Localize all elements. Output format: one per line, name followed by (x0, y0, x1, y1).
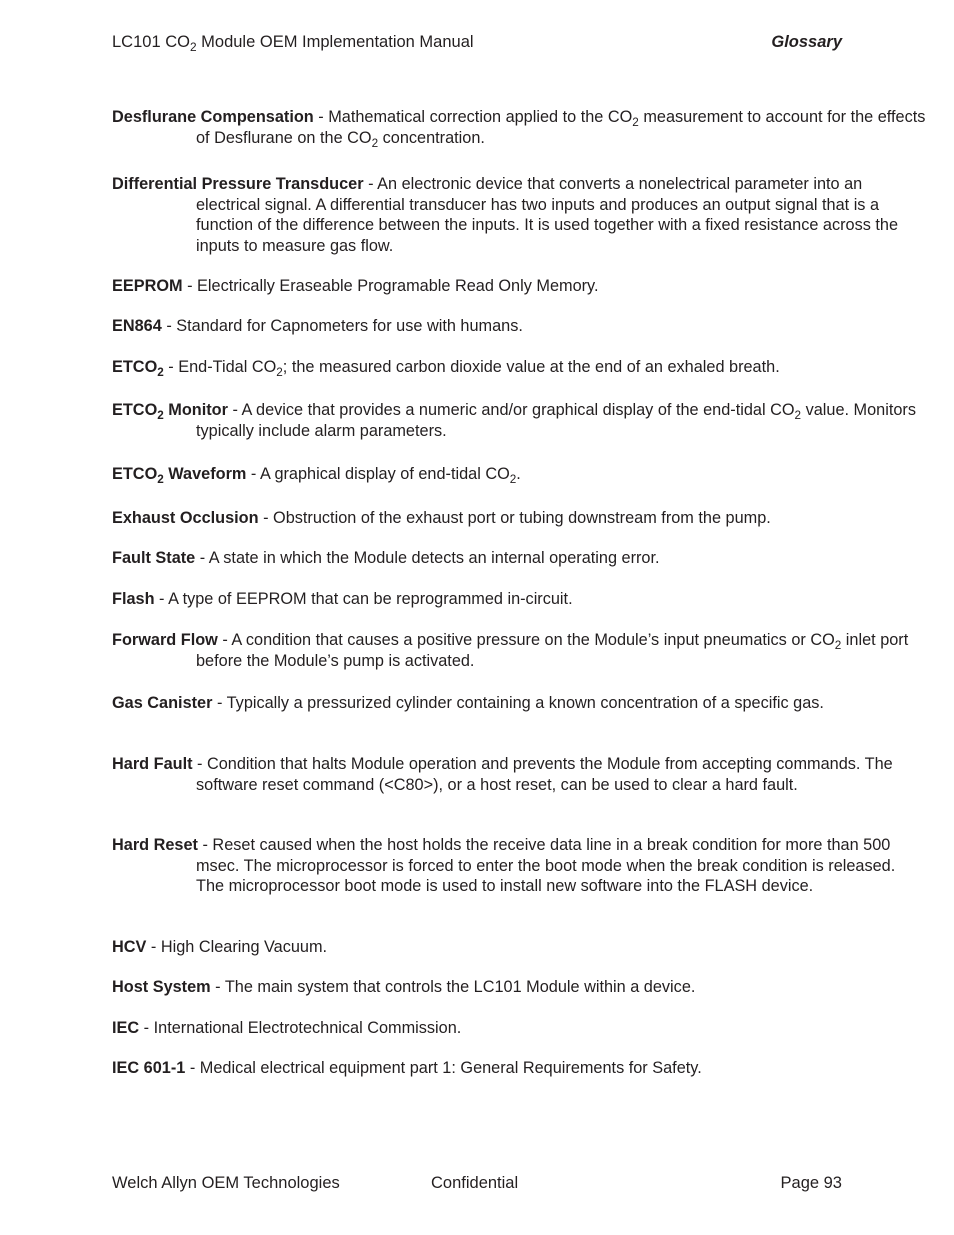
glossary-term: IEC (112, 1019, 140, 1037)
glossary-term: $ETCO_2$ Waveform (112, 465, 247, 487)
glossary-term: Hard Reset (112, 836, 198, 854)
glossary-term: Hard Fault (112, 755, 193, 773)
glossary-entry-hard-reset: Hard Reset - Reset caused when the host holds the receive data line in a break condition for more than 500 msec. The microprocessor is forced to enter the boot mode when the break condition is released. The microprocessor boot mode is used to install new software into the FLASH device. (112, 836, 896, 895)
glossary-entry-flash: Flash - A type of EEPROM that can be reprogrammed in-circuit. (112, 590, 573, 608)
glossary-entry-etco2-waveform: $ETCO_2$ Waveform - A graphical display of end-tidal $CO_2$. (112, 465, 521, 487)
glossary-entry-en864: EN864 - Standard for Capnometers for use with humans. (112, 317, 523, 335)
glossary-entry-fault-state: Fault State - A state in which the Module detects an internal operating error. (112, 549, 660, 567)
glossary-term: Host System (112, 978, 211, 996)
glossary-entry-hcv: HCV - High Clearing Vacuum. (112, 938, 328, 956)
glossary-term: Fault State (112, 549, 196, 567)
glossary-entry-gas-canister: Gas Canister - Typically a pressurized cylinder containing a known concentration of a specific gas. (112, 694, 824, 712)
glossary-entry-exhaust-occlusion: Exhaust Occlusion - Obstruction of the exhaust port or tubing downstream from the pump. (112, 509, 771, 527)
glossary-term: EEPROM (112, 277, 183, 295)
glossary-entry-hard-fault: Hard Fault - Condition that halts Module operation and prevents the Module from accepting commands. The software reset command (<C80>), or a host reset, can be used to clear a hard fault. (112, 755, 893, 794)
glossary-term: $ETCO_2$ (112, 358, 164, 380)
glossary-entry-eeprom: EEPROM - Electrically Eraseable Programable Read Only Memory. (112, 277, 599, 295)
glossary-term: HCV (112, 938, 147, 956)
glossary-term: Differential Pressure Transducer (112, 175, 364, 193)
footer-classification: Confidential (431, 1174, 519, 1192)
glossary-term: Forward Flow (112, 631, 218, 649)
glossary-term: Exhaust Occlusion (112, 509, 259, 527)
glossary-term: $ETCO_2$ Monitor (112, 401, 228, 423)
running-header-title: LC101 $CO_2$ Module OEM Implementation Manual (112, 33, 474, 55)
footer-page-number: Page 93 (780, 1174, 842, 1192)
glossary-entry-iec: IEC - International Electrotechnical Commission. (112, 1019, 462, 1037)
glossary-entry-desflurane-compensation: Desflurane Compensation - Mathematical correction applied to the $CO_2$ measurement to account for the effects of Desflurane on the $CO_2$ concentration. (112, 108, 926, 150)
running-header-section: Glossary (771, 33, 842, 51)
footer-company: Welch Allyn OEM Technologies (112, 1174, 340, 1192)
glossary-entry-host-system: Host System - The main system that controls the LC101 Module within a device. (112, 978, 696, 996)
glossary-term: Desflurane Compensation (112, 108, 314, 126)
glossary-entry-forward-flow: Forward Flow - A condition that causes a positive pressure on the Module’s input pneumatics or $CO_2$ inlet port before the Module’s pump is activated. (112, 631, 909, 670)
glossary-term: Flash (112, 590, 155, 608)
glossary-term: EN864 (112, 317, 162, 335)
glossary-term: Gas Canister (112, 694, 213, 712)
glossary-entry-iec-601-1: IEC 601-1 - Medical electrical equipment part 1: General Requirements for Safety. (112, 1059, 702, 1077)
glossary-term: IEC 601-1 (112, 1059, 186, 1077)
glossary-entry-etco2: $ETCO_2$ - End-Tidal $CO_2$; the measured carbon dioxide value at the end of an exhaled breath. (112, 358, 780, 380)
glossary-entry-etco2-monitor: $ETCO_2$ Monitor - A device that provides a numeric and/or graphical display of the end-tidal $CO_2$ value. Monitors typically include alarm parameters. (112, 401, 916, 440)
glossary-entry-differential-pressure-transducer: Differential Pressure Transducer - An electronic device that converts a nonelectrical parameter into an electrical signal. A differential transducer has two inputs and produces an output signal that is a function of the difference between the inputs. It is used together with a fixed resistance across the inputs to measure gas flow. (112, 175, 899, 255)
